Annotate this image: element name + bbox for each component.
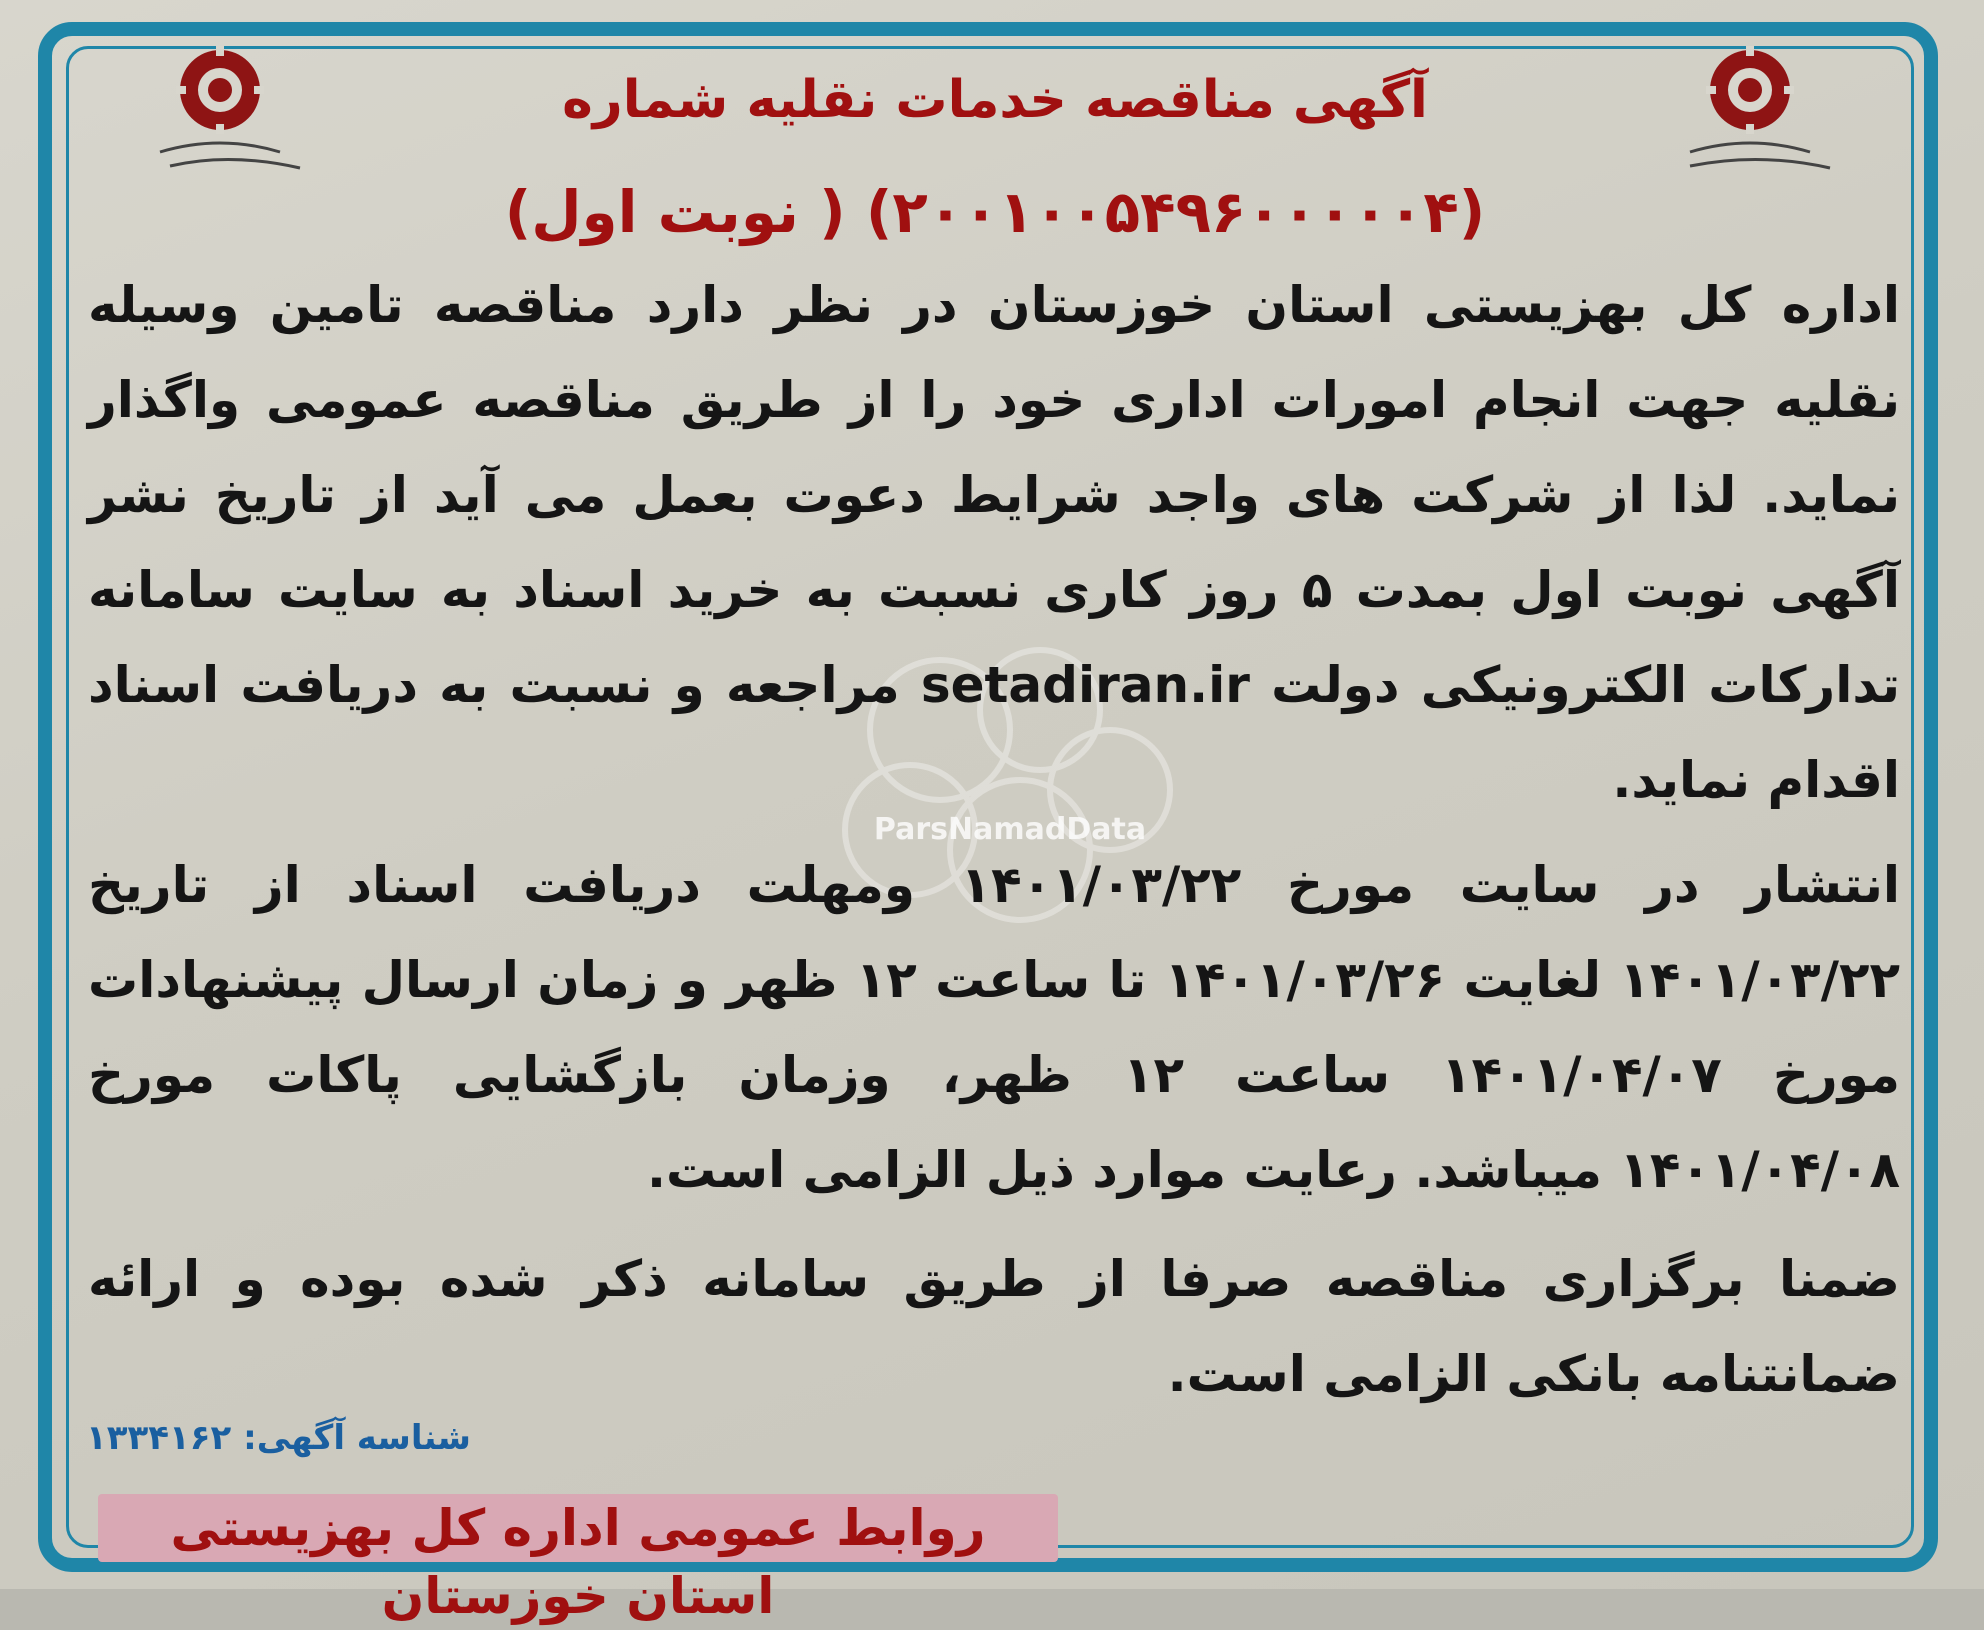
- behzisti-logo-icon: [150, 42, 330, 192]
- notice-body: [88, 258, 1900, 1422]
- behzisti-logo-icon: [1660, 42, 1840, 192]
- footer-publisher: روابط عمومی اداره کل بهزیستی استان خوزستان: [170, 1499, 986, 1625]
- paragraph-dates: انتشار در سایت مورخ ۱۴۰۱/۰۳/۲۲ ومهلت دریافت اسناد از تاریخ ۱۴۰۱/۰۳/۲۲ لغایت ۱۴۰۱/۰۳/۲۶ تا ساعت ۱۲ ظهر و زمان ارسال پیشنهادات مورخ ۱۴۰۱/۰۴/۰۷ ساعت ۱۲ ظهر، وزمان بازگشایی پاکات مورخ ۱۴۰۱/۰۴/۰۸ میباشد. رعایت موارد ذیل الزامی است.: [88, 856, 1901, 1199]
- tender-number: (۲۰۰۱۰۰۵۴۹۶۰۰۰۰۰۴) ( نوبت اول): [504, 178, 1486, 246]
- paragraph-guarantee: ضمنا برگزاری مناقصه صرفا از طریق سامانه ذکر شده بوده و ارائه ضمانتنامه بانکی الزامی است.: [88, 1250, 1900, 1403]
- watermark-text: ParsNamadData: [873, 812, 1147, 847]
- paragraph-invitation: اداره کل بهزیستی استان خوزستان در نظر دارد مناقصه تامین وسیله نقلیه جهت انجام امورات اداری خود را از طریق مناقصه عمومی واگذار نماید. لذا از شرکت های واجد شرایط دعوت بعمل می آید از تاریخ نشر آگهی نوبت اول بمدت ۵ روز کاری نسبت به خرید اسناد به سایت سامانه تدارکات الکترونیکی دولت setadiran.ir مراجعه و نسبت به دریافت اسناد اقدام نماید.: [88, 276, 1900, 809]
- ad-id: شناسه آگهی: ۱۳۳۴۱۶۲: [86, 1418, 471, 1458]
- notice-title: آگهی مناقصه خدمات نقلیه شماره: [562, 70, 1428, 130]
